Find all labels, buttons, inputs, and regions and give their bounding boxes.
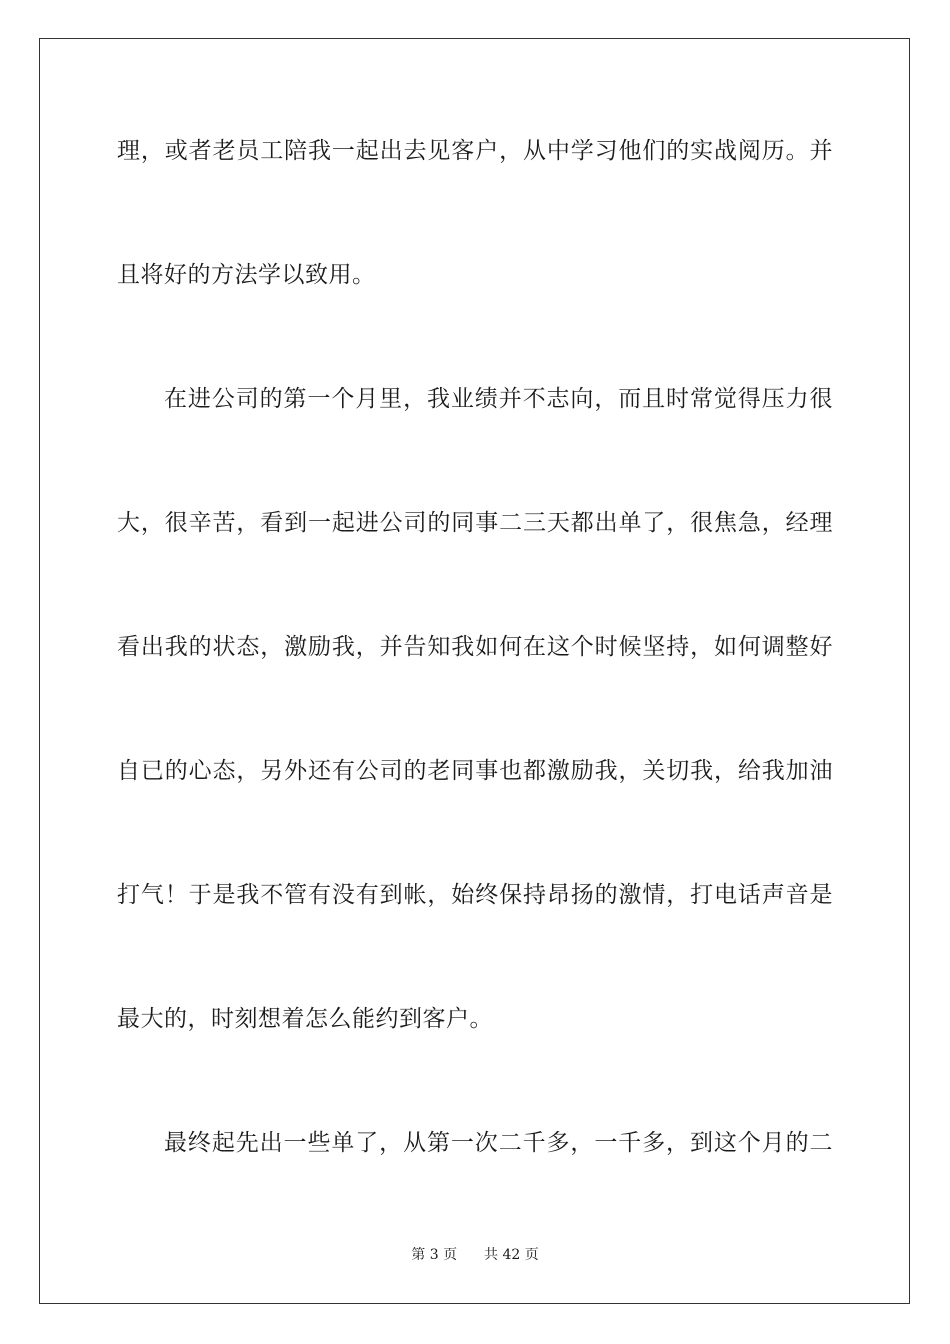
total-pages: 共 42 页 [484, 1247, 539, 1263]
body-text-line: 打气！于是我不管有没有到帐，始终保持昂扬的激情，打电话声音是 [117, 882, 833, 908]
page-number: 第 3 页 [411, 1247, 458, 1263]
body-text-line: 最大的，时刻想着怎么能约到客户。 [117, 1006, 493, 1032]
paragraph-first-line: 在进公司的第一个月里，我业绩并不志向，而且时常觉得压力很 [164, 386, 833, 412]
body-text-line: 看出我的状态，激励我，并告知我如何在这个时候坚持，如何调整好 [117, 634, 833, 660]
paragraph-first-line: 最终起先出一些单了，从第一次二千多，一千多，到这个月的二 [164, 1130, 833, 1156]
body-text-line: 自已的心态，另外还有公司的老同事也都激励我，关切我，给我加油 [117, 758, 833, 784]
body-text-line: 且将好的方法学以致用。 [117, 262, 376, 288]
page-footer [0, 1245, 950, 1265]
body-text-line: 大，很辛苦，看到一起进公司的同事二三天都出单了，很焦急，经理 [117, 510, 833, 536]
page-border [39, 38, 910, 1304]
body-text-line: 理，或者老员工陪我一起出去见客户，从中学习他们的实战阅历。并 [117, 138, 833, 164]
